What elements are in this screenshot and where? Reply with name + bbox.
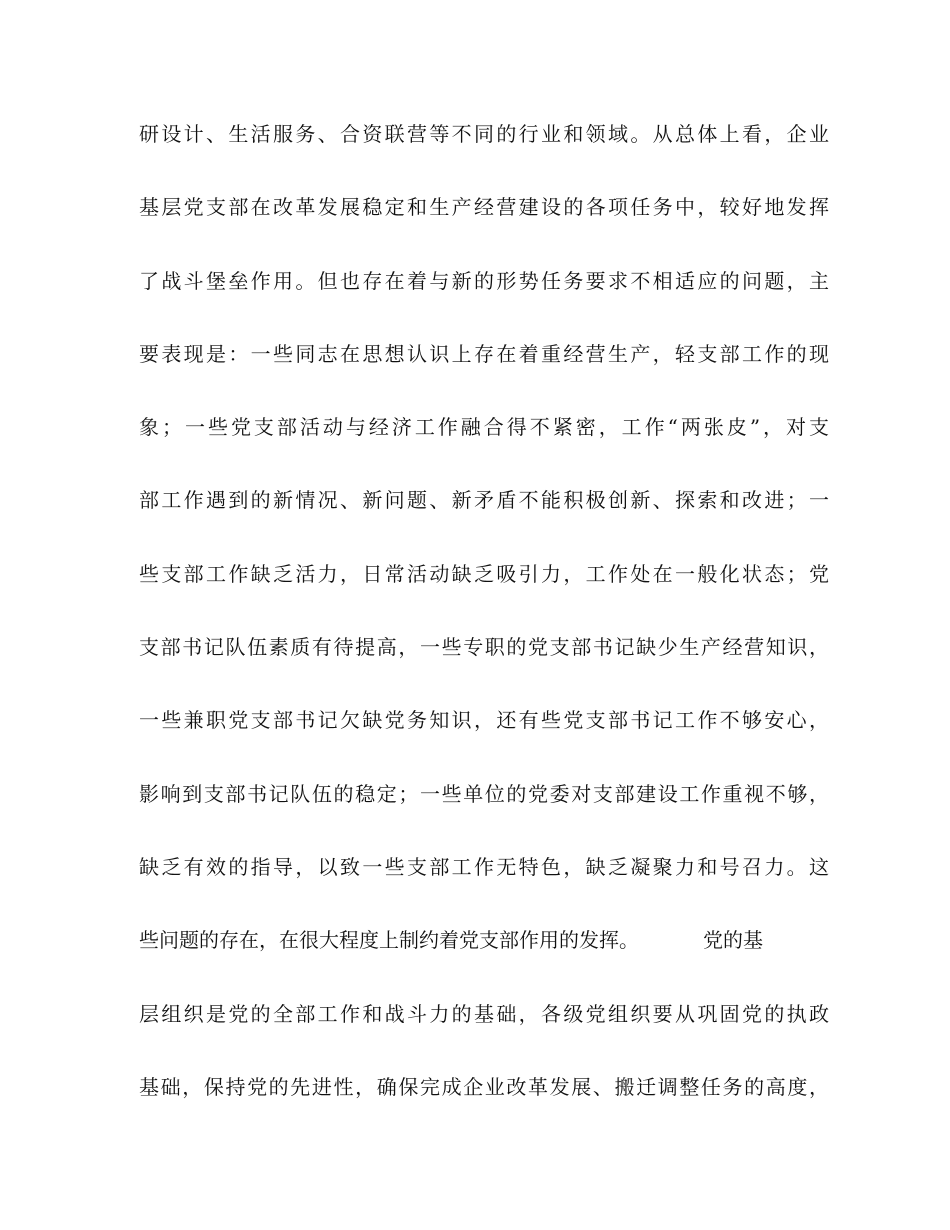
text-line-11: 缺乏有效的指导，以致一些支部工作无特色，缺乏凝聚力和号召力。这 [139, 854, 829, 879]
paragraph-end-text: 些问题的存在，在很大程度上制约着党支部作用的发挥。 [139, 928, 639, 953]
text-line-10: 影响到支部书记队伍的稳定；一些单位的党委对支部建设工作重视不够， [139, 781, 829, 806]
document-body [139, 124, 829, 1150]
text-line-13: 层组织是党的全部工作和战斗力的基础，各级党组织要从巩固党的执政 [139, 1001, 829, 1026]
text-line-1: 研设计、生活服务、合资联营等不同的行业和领域。从总体上看，企业 [139, 122, 829, 146]
text-line-9: 一些兼职党支部书记欠缺党务知识，还有些党支部书记工作不够安心， [139, 708, 829, 733]
new-paragraph-start: 党的基 [703, 928, 763, 953]
text-line-2: 基层党支部在改革发展稳定和生产经营建设的各项任务中，较好地发挥 [139, 195, 829, 220]
text-line-14: 基础，保持党的先进性，确保完成企业改革发展、搬迁调整任务的高度， [139, 1074, 829, 1099]
text-line-8: 支部书记队伍素质有待提高，一些专职的党支部书记缺少生产经营知识， [139, 635, 829, 660]
text-line-4: 要表现是：一些同志在思想认识上存在着重经营生产，轻支部工作的现 [139, 341, 829, 366]
text-line-6: 部工作遇到的新情况、新问题、新矛盾不能积极创新、探索和改进；一 [139, 488, 829, 513]
text-line-7: 些支部工作缺乏活力，日常活动缺乏吸引力，工作处在一般化状态；党 [139, 561, 829, 586]
text-line-3: 了战斗堡垒作用。但也存在着与新的形势任务要求不相适应的问题，主 [139, 268, 829, 293]
text-line-5: 象；一些党支部活动与经济工作融合得不紧密，工作“两张皮”，对支 [139, 415, 829, 440]
text-line-12 [139, 928, 829, 953]
